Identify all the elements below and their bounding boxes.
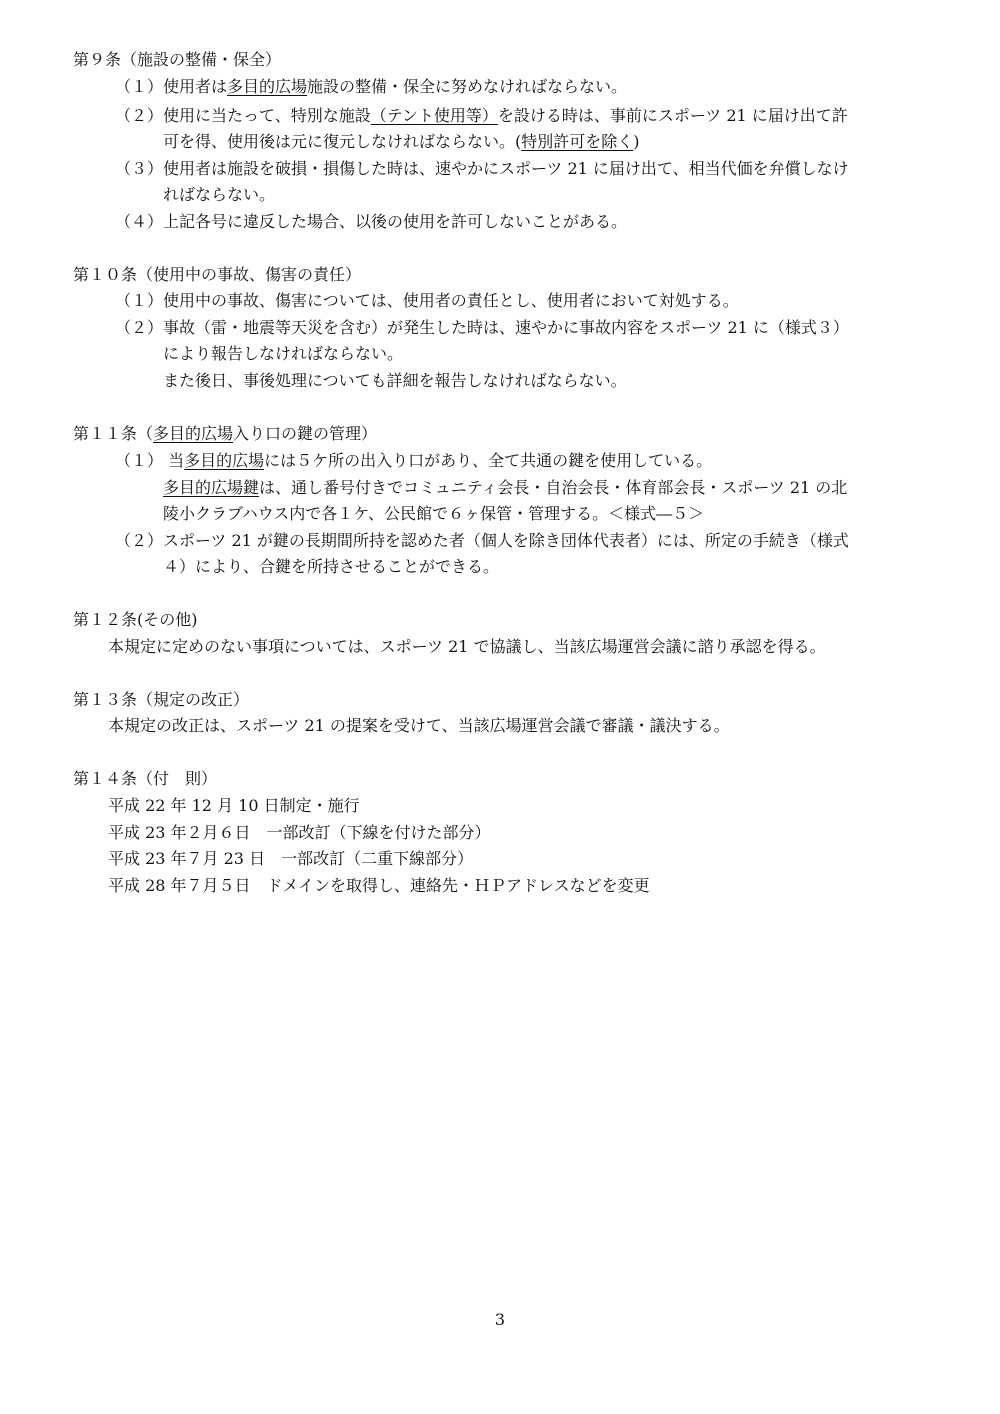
underlined-text: 多目的広場 <box>184 451 265 470</box>
history-line-1: 平成 22 年 12 月 10 日制定・施行 <box>108 796 360 815</box>
article-9-item-1: （１）使用者は多目的広場施設の整備・保全に努めなければならない。 <box>115 77 628 96</box>
article-10-title: 第１０条（使用中の事故、傷害の責任） <box>73 265 362 284</box>
article-12-body: 本規定に定めのない事項については、スポーツ 21 で協議し、当該広場運営会議に諮り承認を得る。 <box>108 637 826 656</box>
article-11-item-1-cont2: 陵小クラブハウス内で各１ケ、公民館で６ヶ保管・管理する。＜様式―５＞ <box>163 504 705 523</box>
article-12-title: 第１２条(その他) <box>73 610 198 629</box>
article-9-item-2: （２）使用に当たって、特別な施設（テント使用等）を設ける時は、事前にスポーツ 21 に届け出て許 <box>115 106 848 125</box>
article-10-item-1: （１）使用中の事故、傷害については、使用者の責任とし、使用者において対処する。 <box>115 291 739 310</box>
article-13-body: 本規定の改正は、スポーツ 21 の提案を受けて、当該広場運営会議で審議・議決する。 <box>108 716 730 735</box>
article-14-title: 第１４条（付 則） <box>73 769 218 788</box>
article-10-item-2-cont2: また後日、事後処理についても詳細を報告しなければならない。 <box>163 371 627 390</box>
article-11-item-2-cont: ４）により、合鍵を所持させることができる。 <box>163 557 500 576</box>
article-11-title: 第１１条（多目的広場入り口の鍵の管理） <box>73 424 378 443</box>
underlined-text: （テント使用等） <box>370 106 498 125</box>
article-9-item-3: （３）使用者は施設を破損・損傷した時は、速やかにスポーツ 21 に届け出て、相当代価を弁償しなけ <box>115 159 849 178</box>
underlined-text: 多目的広場 <box>153 424 234 443</box>
article-10-item-2: （２）事故（雷・地震等天災を含む）が発生した時は、速やかに事故内容をスポーツ 21 に（様式３） <box>115 318 849 337</box>
history-line-3: 平成 23 年７月 23 日 一部改訂（二重下線部分） <box>108 849 474 868</box>
underlined-text: 多目的広場 <box>227 77 308 96</box>
article-11-item-2: （２）スポーツ 21 が鍵の長期間所持を認めた者（個人を除き団体代表者）には、所定の手続き（様式 <box>115 531 849 550</box>
article-9-item-4: （４）上記各号に違反した場合、以後の使用を許可しないことがある。 <box>115 212 628 231</box>
page-number: 3 <box>494 1310 506 1329</box>
history-line-4: 平成 28 年７月５日 ドメインを取得し、連絡先・ＨＰアドレスなどを変更 <box>108 876 650 895</box>
article-9-item-3-cont: ればならない。 <box>163 185 276 204</box>
article-10-item-2-cont: により報告しなければならない。 <box>163 344 404 363</box>
article-9-title: 第９条（施設の整備・保全） <box>73 50 282 69</box>
article-11-item-1: （１） 当多目的広場には５ケ所の出入り口があり、全て共通の鍵を使用している。 <box>115 451 713 470</box>
article-13-title: 第１３条（規定の改正） <box>73 690 250 709</box>
underlined-text: 特別許可を除く <box>521 132 634 151</box>
history-line-2: 平成 23 年２月６日 一部改訂（下線を付けた部分） <box>108 823 491 842</box>
underlined-text: 多目的広場鍵 <box>163 478 260 497</box>
article-11-item-1-cont: 多目的広場鍵は、通し番号付きでコミュニティ会長・自治会長・体育部会長・スポーツ 21 の北 <box>163 478 848 497</box>
article-9-item-2-cont: 可を得、使用後は元に復元しなければならない。(特別許可を除く) <box>163 132 640 151</box>
